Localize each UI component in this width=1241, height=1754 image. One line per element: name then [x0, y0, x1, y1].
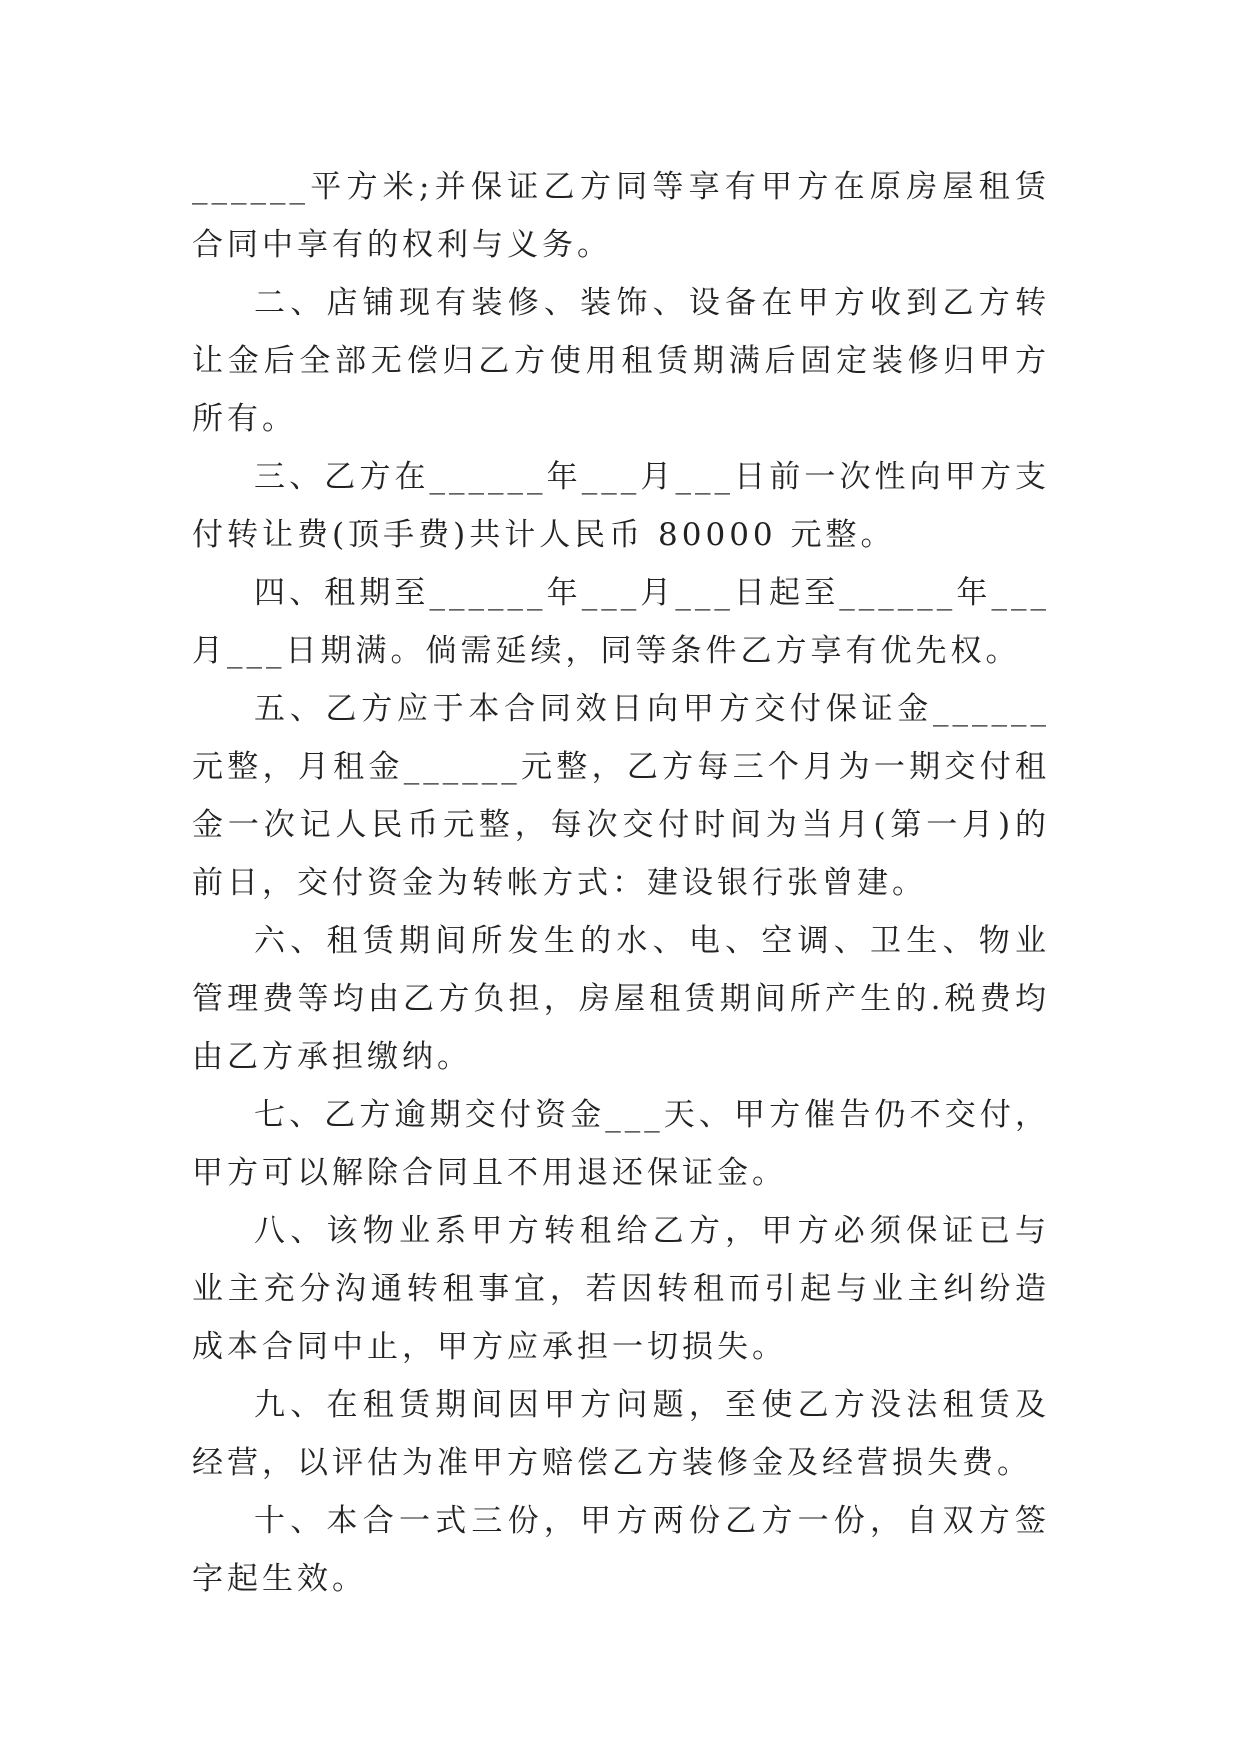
paragraph-continuation: ______平方米;并保证乙方同等享有甲方在原房屋租赁合同中享有的权利与义务。: [192, 169, 1050, 263]
document-body: [192, 158, 1050, 1608]
clause-5: 五、乙方应于本合同效日向甲方交付保证金______元整，月租金______元整，乙方每三个月为一期交付租金一次记人民币元整，每次交付时间为当月(第一月)的前日，交付资金为转帐方式：建设银行张曾建。: [192, 691, 1050, 901]
clause-10: 十、本合一式三份，甲方两份乙方一份，自双方签字起生效。: [192, 1503, 1050, 1597]
clause-6: 六、租赁期间所发生的水、电、空调、卫生、物业管理费等均由乙方负担，房屋租赁期间所产生的.税费均由乙方承担缴纳。: [192, 923, 1050, 1075]
clause-2: 二、店铺现有装修、装饰、设备在甲方收到乙方转让金后全部无偿归乙方使用租赁期满后固定装修归甲方所有。: [192, 285, 1050, 437]
clause-4: 四、租期至______年___月___日起至______年___月___日期满。倘需延续，同等条件乙方享有优先权。: [192, 575, 1050, 669]
clause-8: 八、该物业系甲方转租给乙方，甲方必须保证已与业主充分沟通转租事宜，若因转租而引起与业主纠纷造成本合同中止，甲方应承担一切损失。: [192, 1213, 1050, 1365]
clause-9: 九、在租赁期间因甲方问题，至使乙方没法租赁及经营，以评估为准甲方赔偿乙方装修金及经营损失费。: [192, 1387, 1050, 1481]
clause-7: 七、乙方逾期交付资金___天、甲方催告仍不交付，甲方可以解除合同且不用退还保证金。: [192, 1097, 1050, 1191]
clause-3: 三、乙方在______年___月___日前一次性向甲方支付转让费(顶手费)共计人民币 80000 元整。: [192, 459, 1050, 553]
